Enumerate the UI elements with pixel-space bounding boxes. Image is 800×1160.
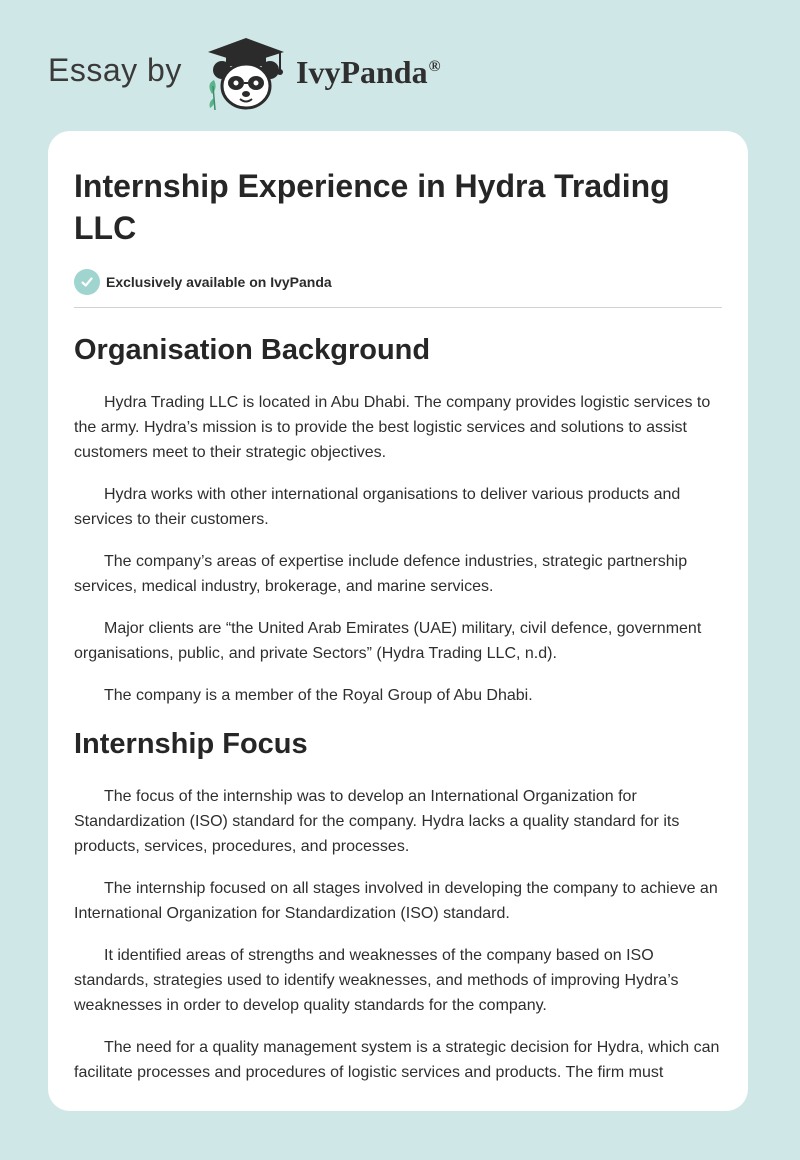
panda-logo-icon[interactable] [204,36,288,112]
paragraph: The focus of the internship was to develop an International Organization for Standardization (ISO) standard for the company. Hydra lacks a quality standard for its products, services, procedures, and processes. [74,788,680,855]
essay-title: Internship Experience in Hydra Trading LLC [74,168,670,246]
paragraph: The company’s areas of expertise include defence industries, strategic partnership services, medical industry, brokerage, and marine services. [74,553,688,595]
paragraph: It identified areas of strengths and weaknesses of the company based on ISO standards, strategies used to identify weaknesses, and methods of improving Hydra’s weaknesses in order to develop quality standards for the company. [74,947,679,1014]
paragraph: Hydra Trading LLC is located in Abu Dhabi. The company provides logistic services to the army. Hydra’s mission is to provide the best logistic services and solutions to assist customers meet to their strategic objectives. [74,394,711,461]
brand-name[interactable]: IvyPanda® [296,54,441,90]
paragraph: The need for a quality management system is a strategic decision for Hydra, which can facilitate processes and procedures of logistic services and products. The firm must [74,1039,720,1081]
section-heading: Organisation Background [74,334,431,366]
exclusive-badge-label: Exclusively available on IvyPanda [106,274,332,290]
site-header [48,32,548,112]
essay-card [48,131,748,1111]
essay-by-label: Essay by [48,52,182,88]
section-heading: Internship Focus [74,728,308,760]
exclusive-badge [74,269,722,295]
trademark-symbol: ® [428,58,441,76]
paragraph: The company is a member of the Royal Group of Abu Dhabi. [104,687,533,704]
divider [74,307,722,308]
check-circle-icon [74,269,100,295]
paragraph: The internship focused on all stages involved in developing the company to achieve an International Organization for Standardization (ISO) standard. [74,880,718,922]
paragraph: Hydra works with other international organisations to deliver various products and services to their customers. [74,486,681,528]
paragraph: Major clients are “the United Arab Emirates (UAE) military, civil defence, government organisations, public, and private Sectors” (Hydra Trading LLC, n.d). [74,620,702,662]
